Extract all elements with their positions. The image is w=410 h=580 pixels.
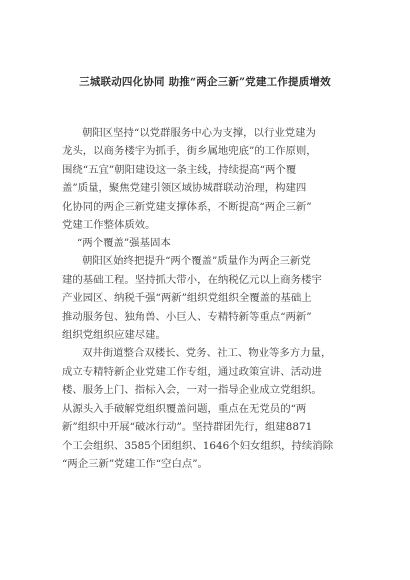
- paragraph-line: 围绕“五宜”朝阳建设这一条主线，持续提高“两个覆: [62, 164, 297, 176]
- paragraph-line: 推动服务包、独角兽、小巨人、专精特新等重点“两新”: [62, 311, 312, 323]
- paragraph-line: 龙头，以商务楼宇为抓手，街乡属地兜底”的工作原则，: [62, 145, 317, 157]
- document-title: 三城联动四化协同 助推“两企三新”党建工作提质增效: [79, 76, 331, 88]
- paragraph-line: 个工会组织、3585个团组织、1646个妇女组织，持续消除: [62, 440, 334, 452]
- paragraph-line: 朝阳区始终把提升“两个覆盖”质量作为两企三新党: [82, 255, 311, 267]
- paragraph-line: 双井街道整合双楼长、党务、社工、物业等多方力量，: [82, 347, 332, 359]
- paragraph-line: 楼、服务上门、指标入会，一对一指导企业成立党组织。: [62, 384, 322, 396]
- paragraph-line: 建的基础工程。坚持抓大带小，在纳税亿元以上商务楼宇: [62, 274, 322, 286]
- paragraph-line: 盖”质量，聚焦党建引领区域协城群联动治理，构建四: [62, 182, 307, 194]
- paragraph-line: 成立专精特新企业党建工作专组，通过政策宣讲、活动进: [62, 366, 322, 378]
- paragraph-line: 化协同的两企三新党建支撑体系，不断提高“两企三新”: [62, 201, 312, 213]
- paragraph-line: 产业园区、纳税千强“两新”组织党组织全覆盖的基础上: [62, 292, 312, 304]
- paragraph-line: “两企三新”党建工作“空白点”。: [62, 458, 208, 470]
- paragraph-line: 组织党组织应建尽建。: [62, 329, 166, 341]
- paragraph-line: 新”组织中开展“破冰行动”。坚持群团先行，组建8871: [62, 421, 313, 433]
- section-heading: “两个覆盖”强基固本: [77, 237, 171, 249]
- paragraph-line: 朝阳区坚持“以党群服务中心为支撑，以行业党建为: [82, 127, 316, 139]
- paragraph-line: 从源头入手破解党组织覆盖问题，重点在无党员的“两: [62, 403, 307, 415]
- paragraph-line: 党建工作整体质效。: [62, 219, 156, 231]
